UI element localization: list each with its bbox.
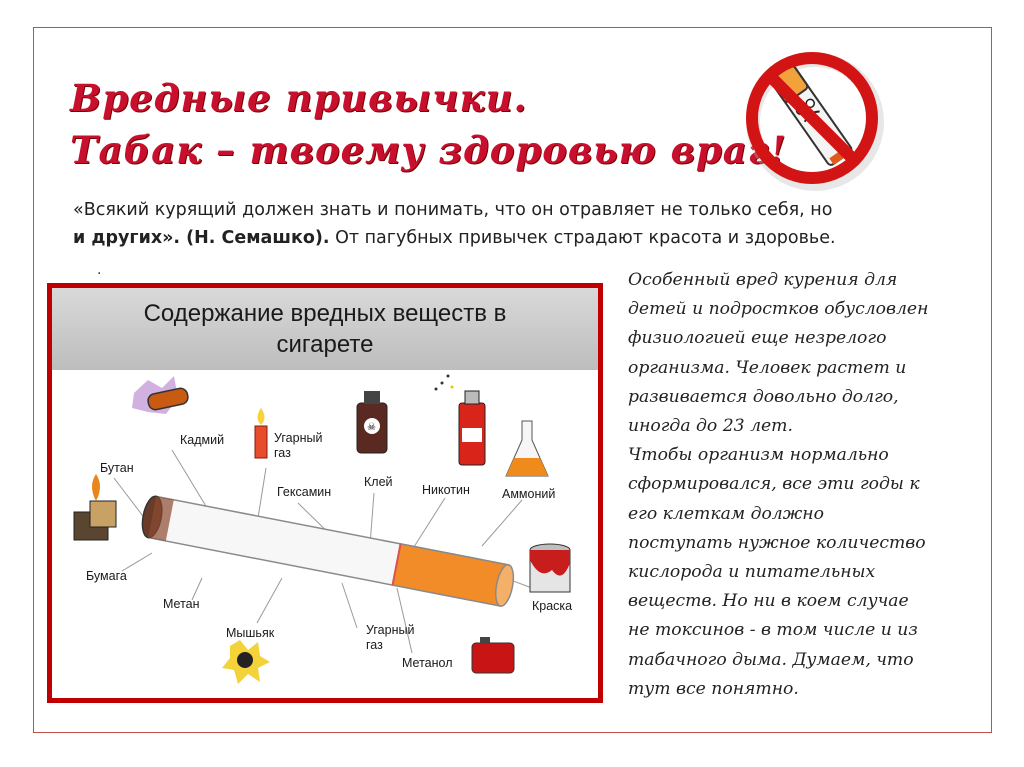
side-line: сформировался, все эти годы к (628, 474, 920, 495)
side-line: веществ. Но ни в коем случае (628, 591, 909, 612)
quote-line-1: «Всякий курящий должен знать и понимать, что он отравляет не только себя, но (73, 200, 833, 220)
side-line: Особенный вред курения для (628, 270, 898, 290)
label-methane: Метан (163, 597, 200, 611)
label-methanol: Метанол (402, 656, 453, 670)
label-carbon-monoxide-top-1: Угарный (274, 431, 323, 445)
cigarette-diagram (47, 283, 603, 703)
label-cadmium: Кадмий (180, 433, 225, 447)
quote-attribution: и других». (Н. Семашко). (73, 228, 330, 248)
label-carbon-monoxide-bottom-2: газ (366, 638, 383, 652)
label-glue: Клей (364, 475, 393, 489)
side-line: его клеткам должно (628, 503, 824, 524)
diagram-illustration (52, 288, 598, 698)
side-line: развивается довольно долго, (628, 386, 899, 407)
no-smoking-icon (737, 43, 887, 193)
side-line: кислорода и питательных (628, 562, 876, 583)
bullet-dot: . (97, 262, 102, 278)
label-carbon-monoxide-bottom-1: Угарный (366, 623, 415, 637)
label-butane: Бутан (100, 461, 134, 475)
side-line: не токсинов - в том числе и из (628, 620, 918, 641)
side-line: поступать нужное количество (628, 532, 926, 553)
lighter-icon (74, 474, 116, 540)
side-line: Чтобы организм нормально (628, 445, 889, 466)
quote-line-2: От пагубных привычек страдают красота и здоровье. (329, 228, 836, 248)
label-ammonia: Аммоний (502, 487, 556, 501)
candle-icon (255, 408, 267, 458)
flask-icon (506, 421, 548, 476)
label-nicotine: Никотин (422, 483, 470, 497)
battery-icon (132, 376, 189, 414)
diagram-title-line-1: Содержание вредных веществ в (143, 300, 507, 327)
quote-block (73, 196, 933, 252)
skull-icon (222, 640, 270, 684)
fuel-can-icon (472, 637, 514, 673)
label-hexamine: Гексамин (277, 485, 332, 499)
label-arsenic: Мышьяк (226, 626, 275, 640)
side-paragraph (628, 266, 988, 704)
side-line: детей и подростков обусловлен (628, 299, 929, 320)
label-paper: Бумага (86, 569, 127, 583)
side-line: физиологией еще незрелого (628, 328, 887, 349)
poison-bottle-icon (357, 391, 387, 453)
side-line: иногда до 23 лет. (628, 416, 793, 437)
side-line: организма. Человек растет и (628, 357, 907, 378)
svg-text:☠: ☠ (367, 422, 376, 433)
title-line-1: Вредные привычки. (70, 76, 528, 120)
diagram-title-line-2: сигарете (276, 331, 374, 358)
page-title (70, 72, 787, 176)
label-carbon-monoxide-top-2: газ (274, 446, 291, 460)
label-paint: Краска (532, 599, 573, 613)
paint-can-icon (530, 544, 570, 592)
side-line: табачного дыма. Думаем, что (628, 649, 914, 670)
spray-can-icon (435, 375, 486, 466)
side-line: тут все понятно. (628, 678, 799, 699)
title-line-2: Табак – твоему здоровью враг! (70, 128, 787, 172)
